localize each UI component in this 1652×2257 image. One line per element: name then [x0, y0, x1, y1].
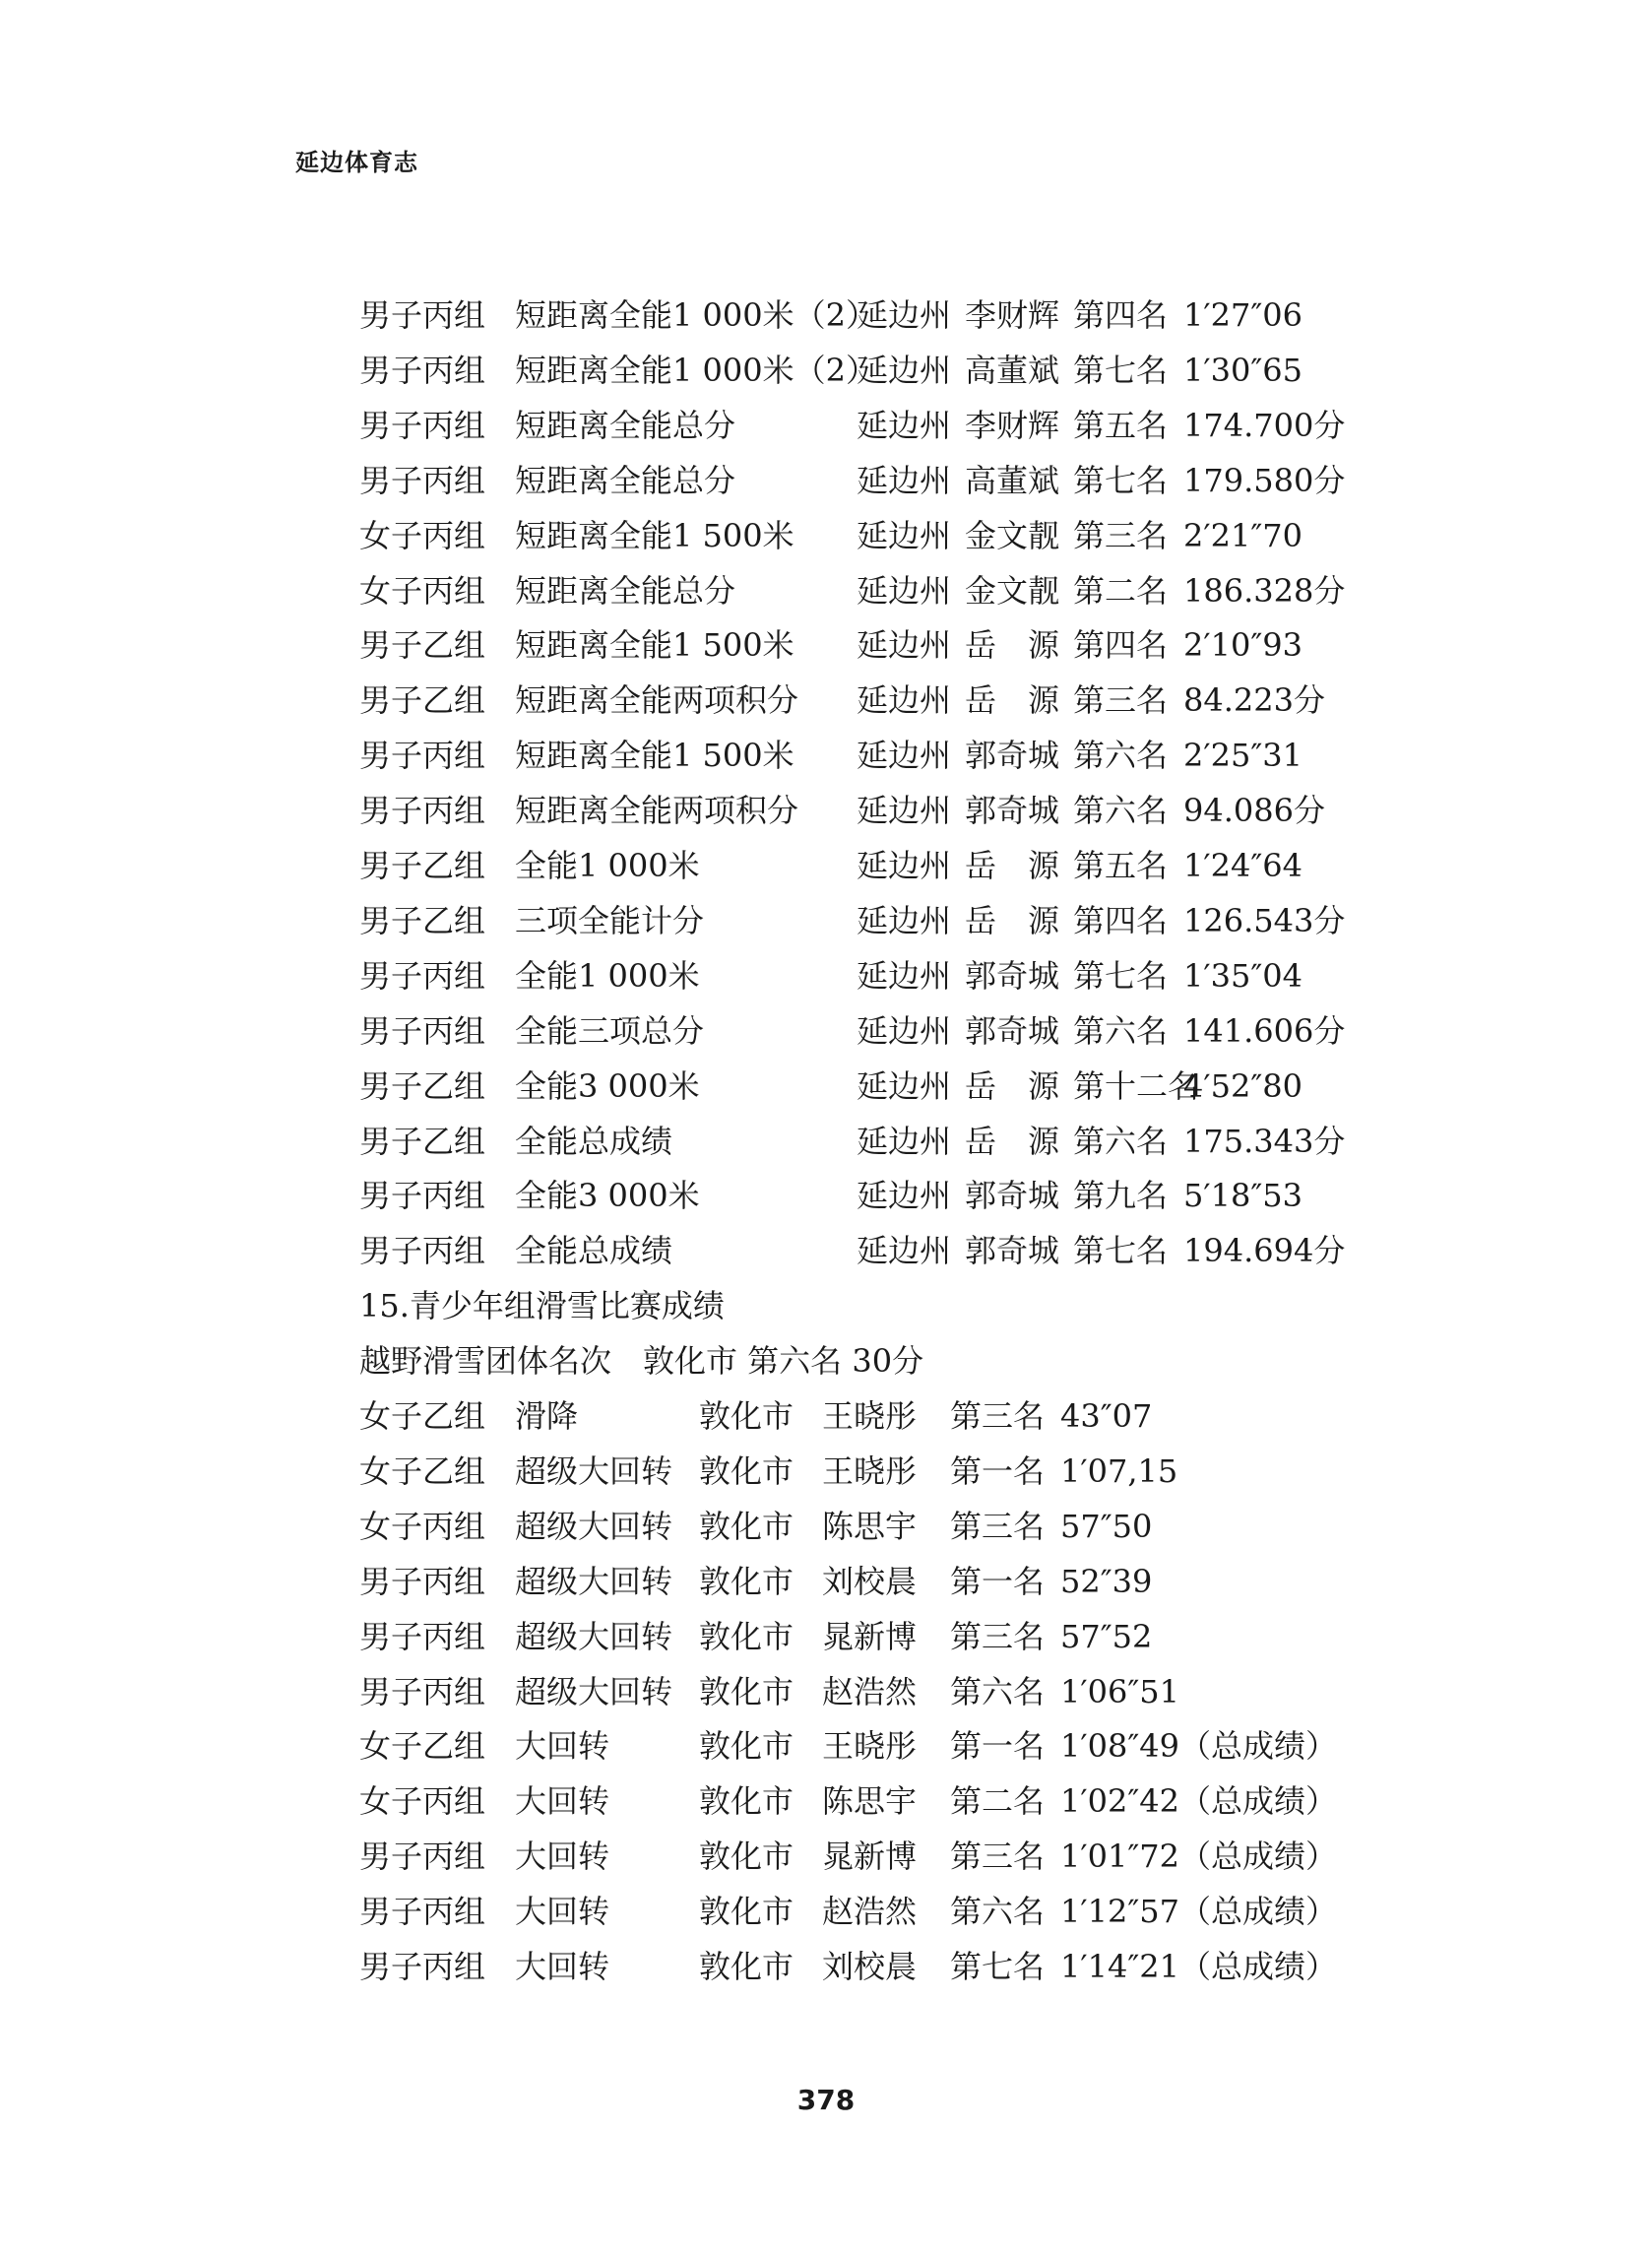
result-event: 短距离全能1 500米 — [515, 516, 794, 554]
result-event: 超级大回转 — [515, 1451, 673, 1490]
result-result: 1′14″21（总成绩） — [1060, 1948, 1338, 1985]
result-place: 第三名 — [1073, 681, 1169, 720]
result-unit: 敦化市 — [699, 1782, 794, 1821]
result-athlete: 王晓彤 — [822, 1727, 918, 1766]
result-unit: 敦化市 — [699, 1838, 794, 1876]
result-group: 男子丙组 — [359, 461, 486, 499]
result-unit: 延边州 — [857, 296, 952, 334]
result-event: 全能1 000米 — [515, 847, 700, 884]
result-group: 男子丙组 — [359, 792, 486, 830]
result-place: 第三名 — [950, 1838, 1046, 1876]
result-place: 第四名 — [1073, 901, 1169, 939]
result-unit: 延边州 — [857, 681, 952, 720]
result-place: 第七名 — [1073, 956, 1169, 995]
result-place: 第九名 — [1073, 1177, 1169, 1215]
result-athlete: 郭奇城 — [965, 737, 1060, 775]
result-athlete: 岳 源 — [965, 681, 1060, 720]
result-place: 第三名 — [1073, 516, 1169, 554]
result-result: 52″39 — [1060, 1562, 1153, 1600]
result-place: 第四名 — [1073, 626, 1169, 665]
result-group: 男子丙组 — [359, 406, 486, 444]
result-result: 126.543分 — [1183, 901, 1346, 939]
result-athlete: 金文靓 — [965, 516, 1060, 554]
result-group: 男子丙组 — [359, 737, 486, 775]
result-result: 1′02″42（总成绩） — [1060, 1782, 1338, 1821]
result-athlete: 郭奇城 — [965, 956, 1060, 995]
result-result: 2′25″31 — [1183, 737, 1303, 775]
result-event: 大回转 — [515, 1727, 610, 1766]
result-group: 男子丙组 — [359, 1893, 486, 1931]
result-group: 女子丙组 — [359, 1507, 486, 1545]
result-event: 短距离全能两项积分 — [515, 792, 799, 830]
result-place: 第七名 — [1073, 1232, 1169, 1270]
result-result: 1′27″06 — [1183, 296, 1303, 334]
result-place: 第十二名 — [1073, 1066, 1200, 1105]
result-group: 男子丙组 — [359, 1562, 486, 1600]
result-event: 大回转 — [515, 1782, 610, 1821]
result-event: 三项全能计分 — [515, 901, 705, 939]
result-event: 全能三项总分 — [515, 1011, 705, 1050]
result-athlete: 李财辉 — [965, 296, 1060, 334]
result-group: 男子丙组 — [359, 956, 486, 995]
result-result: 1′07,15 — [1060, 1451, 1178, 1490]
result-result: 1′01″72（总成绩） — [1060, 1838, 1338, 1876]
result-event: 短距离全能1 500米 — [515, 626, 794, 665]
result-athlete: 岳 源 — [965, 847, 1060, 884]
result-event: 超级大回转 — [515, 1507, 673, 1545]
result-result: 1′06″51 — [1060, 1672, 1180, 1710]
result-athlete: 陈思宇 — [822, 1507, 918, 1545]
result-result: 194.694分 — [1183, 1232, 1346, 1270]
result-unit: 敦化市 — [699, 1672, 794, 1710]
result-unit: 延边州 — [857, 351, 952, 389]
result-athlete: 刘校晨 — [822, 1562, 918, 1600]
result-group: 女子丙组 — [359, 571, 486, 610]
result-result: 2′10″93 — [1183, 626, 1303, 665]
result-unit: 敦化市 — [699, 1451, 794, 1490]
result-event: 全能总成绩 — [515, 1122, 673, 1160]
result-place: 第五名 — [1073, 847, 1169, 884]
result-place: 第七名 — [1073, 461, 1169, 499]
result-result: 1′08″49（总成绩） — [1060, 1727, 1338, 1766]
result-place: 第六名 — [950, 1893, 1046, 1931]
result-athlete: 赵浩然 — [822, 1672, 918, 1710]
result-result: 141.606分 — [1183, 1011, 1346, 1050]
result-place: 第六名 — [950, 1672, 1046, 1710]
result-athlete: 金文靓 — [965, 571, 1060, 610]
result-event: 全能1 000米 — [515, 956, 700, 995]
result-unit: 延边州 — [857, 626, 952, 665]
result-result: 84.223分 — [1183, 681, 1325, 720]
result-event: 短距离全能1 000米（2） — [515, 296, 877, 334]
result-group: 男子乙组 — [359, 681, 486, 720]
result-result: 1′30″65 — [1183, 351, 1303, 389]
result-group: 女子乙组 — [359, 1451, 486, 1490]
result-unit: 延边州 — [857, 516, 952, 554]
result-athlete: 郭奇城 — [965, 1177, 1060, 1215]
result-result: 179.580分 — [1183, 461, 1346, 499]
result-unit: 延边州 — [857, 847, 952, 884]
result-event: 滑降 — [515, 1397, 579, 1435]
result-place: 第一名 — [950, 1451, 1046, 1490]
result-athlete: 岳 源 — [965, 901, 1060, 939]
result-result: 2′21″70 — [1183, 516, 1303, 554]
result-unit: 延边州 — [857, 1011, 952, 1050]
result-athlete: 郭奇城 — [965, 792, 1060, 830]
result-athlete: 岳 源 — [965, 1066, 1060, 1105]
result-group: 男子丙组 — [359, 351, 486, 389]
result-result: 5′18″53 — [1183, 1177, 1303, 1215]
result-group: 男子丙组 — [359, 1838, 486, 1876]
result-unit: 延边州 — [857, 571, 952, 610]
result-unit: 敦化市 — [699, 1948, 794, 1985]
result-place: 第七名 — [1073, 351, 1169, 389]
result-result: 1′35″04 — [1183, 956, 1303, 995]
result-unit: 延边州 — [857, 901, 952, 939]
result-place: 第六名 — [1073, 737, 1169, 775]
result-event: 短距离全能两项积分 — [515, 681, 799, 720]
result-place: 第六名 — [1073, 1122, 1169, 1160]
result-place: 第五名 — [1073, 406, 1169, 444]
result-place: 第七名 — [950, 1948, 1046, 1985]
result-athlete: 赵浩然 — [822, 1893, 918, 1931]
result-result: 57″50 — [1060, 1507, 1153, 1545]
result-result: 43″07 — [1060, 1397, 1153, 1435]
result-event: 超级大回转 — [515, 1562, 673, 1600]
result-group: 男子乙组 — [359, 626, 486, 665]
result-group: 女子丙组 — [359, 516, 486, 554]
result-event: 短距离全能总分 — [515, 406, 736, 444]
result-athlete: 王晓彤 — [822, 1451, 918, 1490]
result-group: 男子乙组 — [359, 1066, 486, 1105]
result-unit: 敦化市 — [699, 1893, 794, 1931]
result-unit: 延边州 — [857, 1177, 952, 1215]
result-group: 男子丙组 — [359, 1617, 486, 1655]
result-group: 男子丙组 — [359, 1177, 486, 1215]
page-number: 378 — [796, 2084, 856, 2116]
result-event: 短距离全能总分 — [515, 571, 736, 610]
result-unit: 敦化市 — [699, 1507, 794, 1545]
result-result: 186.328分 — [1183, 571, 1346, 610]
result-place: 第二名 — [950, 1782, 1046, 1821]
result-result: 1′24″64 — [1183, 847, 1303, 884]
section-heading: 15.青少年组滑雪比赛成绩 — [359, 1287, 725, 1325]
result-event: 全能3 000米 — [515, 1177, 700, 1215]
result-athlete: 岳 源 — [965, 626, 1060, 665]
result-unit: 延边州 — [857, 461, 952, 499]
result-result: 57″52 — [1060, 1617, 1153, 1655]
result-group: 女子乙组 — [359, 1727, 486, 1766]
result-event: 大回转 — [515, 1948, 610, 1985]
result-unit: 敦化市 — [699, 1617, 794, 1655]
result-place: 第六名 — [1073, 792, 1169, 830]
result-unit: 延边州 — [857, 792, 952, 830]
result-result: 94.086分 — [1183, 792, 1325, 830]
result-result: 1′12″57（总成绩） — [1060, 1893, 1338, 1931]
result-result: 4′52″80 — [1183, 1066, 1303, 1105]
result-group: 男子丙组 — [359, 1232, 486, 1270]
result-result: 174.700分 — [1183, 406, 1346, 444]
result-event: 超级大回转 — [515, 1617, 673, 1655]
result-group: 男子乙组 — [359, 1122, 486, 1160]
result-place: 第三名 — [950, 1507, 1046, 1545]
result-unit: 延边州 — [857, 1232, 952, 1270]
result-athlete: 高董斌 — [965, 461, 1060, 499]
result-group: 男子丙组 — [359, 1011, 486, 1050]
result-event: 全能3 000米 — [515, 1066, 700, 1105]
result-unit: 延边州 — [857, 1122, 952, 1160]
result-athlete: 刘校晨 — [822, 1948, 918, 1985]
result-athlete: 郭奇城 — [965, 1232, 1060, 1270]
result-place: 第一名 — [950, 1562, 1046, 1600]
result-event: 超级大回转 — [515, 1672, 673, 1710]
result-place: 第六名 — [1073, 1011, 1169, 1050]
result-place: 第三名 — [950, 1617, 1046, 1655]
result-group: 男子乙组 — [359, 901, 486, 939]
result-event: 大回转 — [515, 1838, 610, 1876]
result-group: 女子乙组 — [359, 1397, 486, 1435]
result-unit: 敦化市 — [699, 1562, 794, 1600]
result-result: 175.343分 — [1183, 1122, 1346, 1160]
result-event: 短距离全能1 000米（2） — [515, 351, 877, 389]
result-athlete: 晁新博 — [822, 1838, 918, 1876]
result-athlete: 陈思宇 — [822, 1782, 918, 1821]
result-event: 短距离全能1 500米 — [515, 737, 794, 775]
result-athlete: 李财辉 — [965, 406, 1060, 444]
result-athlete: 高董斌 — [965, 351, 1060, 389]
result-unit: 敦化市 — [699, 1727, 794, 1766]
result-group: 男子丙组 — [359, 1948, 486, 1985]
result-place: 第一名 — [950, 1727, 1046, 1766]
result-event: 大回转 — [515, 1893, 610, 1931]
team-result-line: 越野滑雪团体名次 敦化市 第六名 30分 — [359, 1342, 924, 1381]
running-header: 延边体育志 — [295, 149, 418, 176]
result-group: 男子乙组 — [359, 847, 486, 884]
result-group: 男子丙组 — [359, 296, 486, 334]
result-group: 男子丙组 — [359, 1672, 486, 1710]
result-athlete: 晁新博 — [822, 1617, 918, 1655]
result-group: 女子丙组 — [359, 1782, 486, 1821]
result-event: 短距离全能总分 — [515, 461, 736, 499]
result-unit: 延边州 — [857, 956, 952, 995]
result-athlete: 郭奇城 — [965, 1011, 1060, 1050]
result-place: 第四名 — [1073, 296, 1169, 334]
result-unit: 延边州 — [857, 1066, 952, 1105]
result-athlete: 王晓彤 — [822, 1397, 918, 1435]
result-event: 全能总成绩 — [515, 1232, 673, 1270]
result-place: 第三名 — [950, 1397, 1046, 1435]
result-unit: 延边州 — [857, 737, 952, 775]
result-place: 第二名 — [1073, 571, 1169, 610]
result-unit: 敦化市 — [699, 1397, 794, 1435]
result-unit: 延边州 — [857, 406, 952, 444]
result-athlete: 岳 源 — [965, 1122, 1060, 1160]
